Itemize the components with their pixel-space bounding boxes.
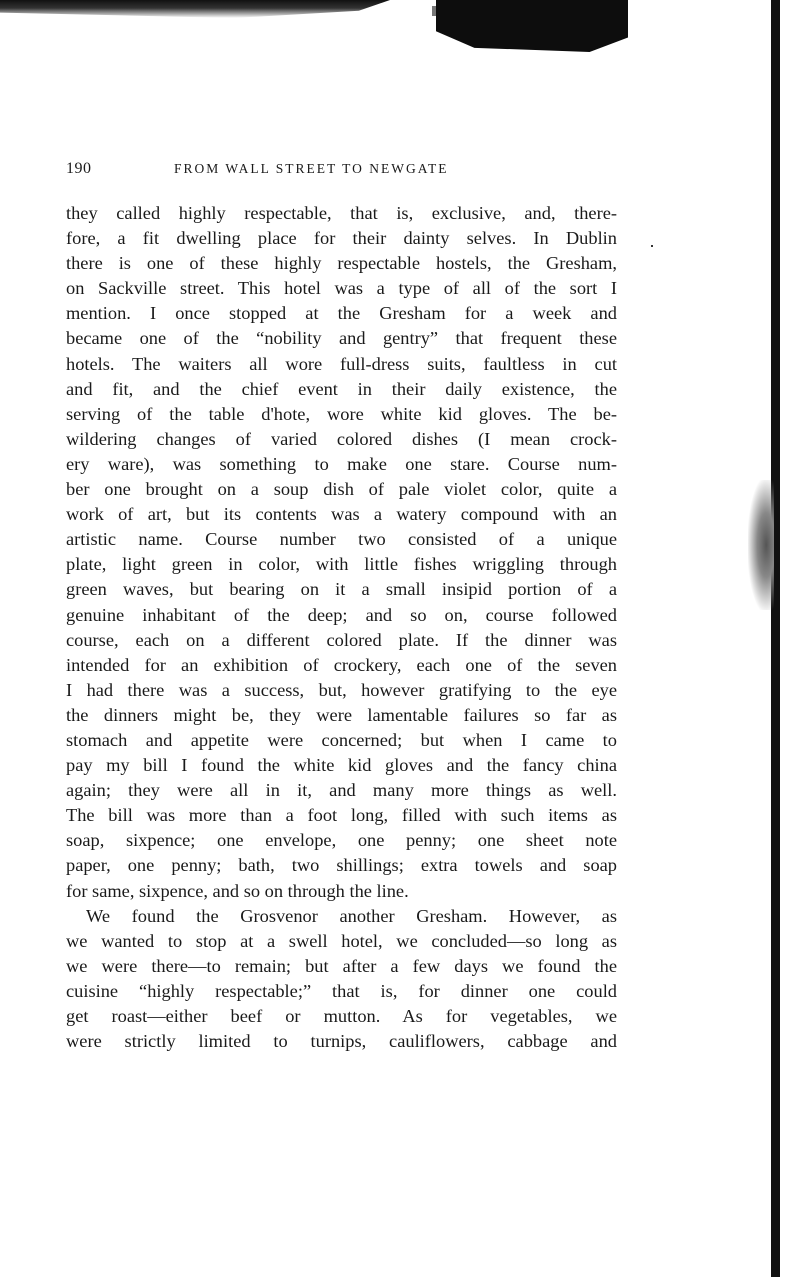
body-text: [66, 201, 617, 1054]
text-line: artistic name. Course number two consisted of a unique: [66, 529, 617, 550]
text-line: course, each on a different colored plate. If the dinner was: [66, 629, 617, 650]
text-line: genuine inhabitant of the deep; and so on, course followed: [66, 604, 617, 625]
text-line: wildering changes of varied colored dishes (I mean crock-: [66, 428, 617, 449]
text-line: were strictly limited to turnips, cauliflowers, cabbage and: [66, 1031, 617, 1052]
text-line: soap, sixpence; one envelope, one penny; one sheet note: [66, 830, 617, 851]
text-line: The bill was more than a foot long, filled with such items as: [66, 805, 617, 826]
text-line: there is one of these highly respectable hostels, the Gresham,: [66, 253, 617, 274]
text-line: on Sackville street. This hotel was a type of all of the sort I: [66, 278, 617, 299]
text-line: cuisine “highly respectable;” that is, for dinner one could: [66, 980, 617, 1001]
text-line: green waves, but bearing on it a small insipid portion of a: [66, 579, 617, 600]
text-line: ery ware), was something to make one stare. Course num-: [66, 453, 617, 474]
scan-artifact-top-right: [436, 0, 628, 52]
scan-artifact-top-left: [0, 0, 390, 18]
text-line: became one of the “nobility and gentry” that frequent these: [66, 328, 617, 349]
text-line: again; they were all in it, and many more things as well.: [66, 780, 617, 801]
text-line: serving of the table d'hote, wore white kid gloves. The be-: [66, 403, 617, 424]
text-line: plate, light green in color, with little fishes wriggling through: [66, 554, 617, 575]
text-line: the dinners might be, they were lamentable failures so far as: [66, 704, 617, 725]
running-head: [66, 160, 626, 184]
text-line: and fit, and the chief event in their daily existence, the: [66, 378, 617, 399]
scan-artifact-dot: [651, 245, 653, 247]
text-line: get roast—either beef or mutton. As for vegetables, we: [66, 1006, 617, 1026]
text-line: work of art, but its contents was a watery compound with an: [66, 504, 617, 525]
text-line: I had there was a success, but, however gratifying to the eye: [66, 679, 617, 700]
scan-artifact-right-smudge: [748, 480, 774, 610]
text-line: intended for an exhibition of crockery, each one of the seven: [66, 654, 617, 675]
text-line: hotels. The waiters all wore full-dress suits, faultless in cut: [66, 353, 617, 374]
text-line: pay my bill I found the white kid gloves and the fancy china: [66, 755, 617, 776]
text-line: paper, one penny; bath, two shillings; extra towels and soap: [66, 855, 617, 876]
running-title: FROM WALL STREET TO NEWGATE: [174, 161, 449, 176]
text-line: we were there—to remain; but after a few days we found the: [66, 955, 617, 976]
text-line: fore, a fit dwelling place for their dainty selves. In Dublin: [66, 228, 617, 249]
text-line-paragraph-start: We found the Grosvenor another Gresham. However, as: [86, 905, 617, 926]
text-line: stomach and appetite were concerned; but when I came to: [66, 729, 617, 750]
text-line: we wanted to stop at a swell hotel, we concluded—so long as: [66, 930, 617, 951]
text-line: ber one brought on a soup dish of pale violet color, quite a: [66, 479, 617, 500]
text-line: they called highly respectable, that is, exclusive, and, there-: [66, 203, 617, 223]
text-line: mention. I once stopped at the Gresham for a week and: [66, 303, 617, 324]
scan-artifact-right-edge: [771, 0, 780, 1277]
page-number: 190: [66, 160, 92, 177]
text-line-paragraph-end: for same, sixpence, and so on through the line.: [66, 880, 409, 901]
